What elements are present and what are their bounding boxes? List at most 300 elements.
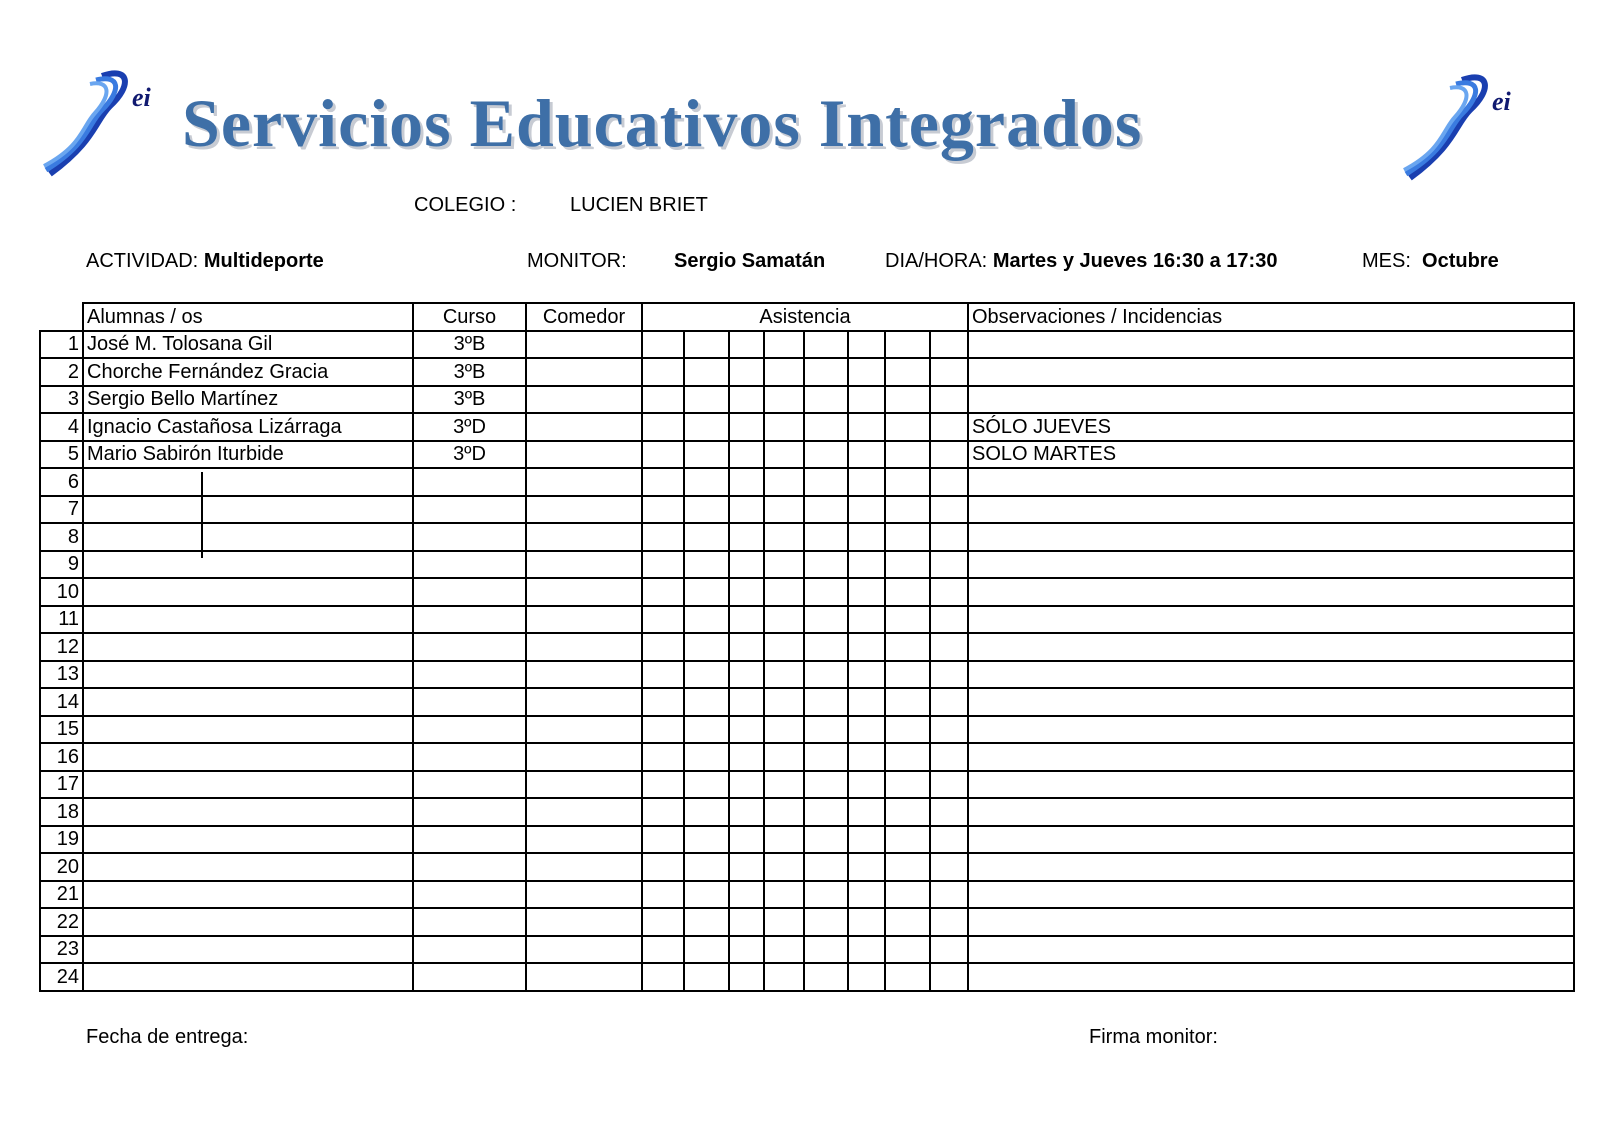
comedor-cell [526, 496, 642, 524]
table-row [40, 798, 1574, 826]
attendance-cell [684, 441, 729, 469]
observaciones-cell: SOLO MARTES [968, 441, 1574, 469]
observaciones-cell [968, 963, 1574, 991]
attendance-cell [729, 523, 764, 551]
comedor-cell [526, 578, 642, 606]
attendance-cell [642, 908, 684, 936]
attendance-cell [729, 963, 764, 991]
curso-cell [413, 496, 526, 524]
attendance-cell [930, 523, 968, 551]
attendance-cell [804, 853, 848, 881]
curso-cell [413, 936, 526, 964]
curso-cell [413, 743, 526, 771]
observaciones-cell [968, 881, 1574, 909]
attendance-cell [729, 743, 764, 771]
student-name-cell [83, 523, 413, 551]
comedor-cell [526, 908, 642, 936]
attendance-cell [764, 523, 804, 551]
observaciones-cell [968, 936, 1574, 964]
schedule-label: DIA/HORA: [885, 250, 988, 272]
attendance-cell [764, 771, 804, 799]
activity-label: ACTIVIDAD: [86, 250, 199, 272]
attendance-cell [848, 963, 885, 991]
sei-swoosh-icon [1400, 70, 1530, 190]
attendance-cell [885, 881, 930, 909]
attendance-cell [804, 578, 848, 606]
attendance-cell [642, 633, 684, 661]
attendance-table [39, 302, 1575, 992]
table-row [40, 743, 1574, 771]
comedor-cell [526, 413, 642, 441]
attendance-cell [804, 358, 848, 386]
curso-cell [413, 771, 526, 799]
attendance-cell [642, 853, 684, 881]
observaciones-cell [968, 908, 1574, 936]
curso-cell: 3ºD [413, 413, 526, 441]
attendance-cell [729, 798, 764, 826]
attendance-cell [885, 496, 930, 524]
attendance-cell [848, 908, 885, 936]
attendance-cell [684, 523, 729, 551]
table-row [40, 331, 1574, 359]
student-name-cell: Ignacio Castañosa Lizárraga [83, 413, 413, 441]
attendance-cell [885, 688, 930, 716]
attendance-cell [885, 331, 930, 359]
attendance-cell [642, 358, 684, 386]
attendance-cell [764, 716, 804, 744]
student-name-cell [83, 853, 413, 881]
attendance-cell [804, 496, 848, 524]
attendance-cell [684, 716, 729, 744]
student-name-cell [83, 633, 413, 661]
attendance-cell [684, 606, 729, 634]
curso-cell [413, 578, 526, 606]
attendance-cell [764, 936, 804, 964]
curso-cell [413, 963, 526, 991]
row-number: 20 [40, 853, 83, 881]
comedor-cell [526, 853, 642, 881]
signature-label: Firma monitor: [1089, 1026, 1218, 1048]
attendance-cell [642, 386, 684, 414]
attendance-cell [684, 908, 729, 936]
attendance-cell [729, 771, 764, 799]
table-header-row [40, 303, 1574, 331]
attendance-cell [642, 716, 684, 744]
attendance-cell [930, 661, 968, 689]
student-name-cell [83, 743, 413, 771]
row-number: 7 [40, 496, 83, 524]
attendance-cell [848, 496, 885, 524]
attendance-cell [684, 413, 729, 441]
attendance-cell [930, 743, 968, 771]
attendance-cell [930, 881, 968, 909]
attendance-cell [804, 551, 848, 579]
attendance-cell [642, 606, 684, 634]
row-number: 10 [40, 578, 83, 606]
attendance-cell [804, 661, 848, 689]
attendance-cell [642, 413, 684, 441]
row-number: 21 [40, 881, 83, 909]
attendance-cell [885, 826, 930, 854]
student-name-cell [83, 606, 413, 634]
attendance-cell [848, 853, 885, 881]
row-number: 5 [40, 441, 83, 469]
attendance-cell [764, 468, 804, 496]
observaciones-cell [968, 633, 1574, 661]
table-row [40, 633, 1574, 661]
table-row [40, 716, 1574, 744]
attendance-cell [729, 358, 764, 386]
attendance-cell [684, 963, 729, 991]
observaciones-cell [968, 743, 1574, 771]
attendance-cell [885, 936, 930, 964]
student-name-cell [83, 908, 413, 936]
monitor-label: MONITOR: [527, 250, 627, 272]
attendance-cell [804, 826, 848, 854]
attendance-cell [804, 881, 848, 909]
attendance-cell [764, 633, 804, 661]
table-row [40, 523, 1574, 551]
student-name-cell [83, 881, 413, 909]
curso-cell [413, 551, 526, 579]
table-row [40, 358, 1574, 386]
attendance-cell [804, 523, 848, 551]
attendance-cell [729, 881, 764, 909]
attendance-cell [729, 606, 764, 634]
observaciones-cell [968, 688, 1574, 716]
row-number: 17 [40, 771, 83, 799]
attendance-cell [729, 936, 764, 964]
attendance-cell [885, 908, 930, 936]
activity-value: Multideporte [203, 250, 324, 272]
table-row [40, 963, 1574, 991]
attendance-cell [642, 496, 684, 524]
row-number: 13 [40, 661, 83, 689]
attendance-cell [642, 963, 684, 991]
attendance-cell [764, 881, 804, 909]
attendance-cell [848, 798, 885, 826]
student-name-cell [83, 496, 413, 524]
attendance-cell [729, 413, 764, 441]
comedor-cell [526, 551, 642, 579]
attendance-cell [764, 798, 804, 826]
page-title: Servicios Educativos Integrados [182, 85, 1143, 161]
attendance-cell [885, 633, 930, 661]
attendance-cell [684, 578, 729, 606]
observaciones-cell [968, 523, 1574, 551]
observaciones-cell [968, 826, 1574, 854]
attendance-cell [885, 578, 930, 606]
attendance-cell [729, 688, 764, 716]
attendance-cell [930, 551, 968, 579]
attendance-cell [885, 606, 930, 634]
attendance-cell [804, 936, 848, 964]
table-row [40, 908, 1574, 936]
table-row [40, 551, 1574, 579]
attendance-cell [848, 771, 885, 799]
student-name-cell: Mario Sabirón Iturbide [83, 441, 413, 469]
attendance-cell [930, 441, 968, 469]
student-name-cell: José M. Tolosana Gil [83, 331, 413, 359]
attendance-cell [764, 963, 804, 991]
attendance-cell [848, 688, 885, 716]
curso-cell [413, 881, 526, 909]
student-name-cell [83, 551, 413, 579]
attendance-cell [804, 386, 848, 414]
comedor-cell [526, 963, 642, 991]
attendance-cell [885, 413, 930, 441]
attendance-cell [930, 633, 968, 661]
attendance-cell [804, 716, 848, 744]
attendance-cell [729, 551, 764, 579]
month-label: MES: [1362, 250, 1411, 272]
attendance-cell [930, 936, 968, 964]
observaciones-cell [968, 606, 1574, 634]
row-number: 14 [40, 688, 83, 716]
attendance-cell [729, 716, 764, 744]
curso-cell: 3ºB [413, 331, 526, 359]
attendance-cell [764, 743, 804, 771]
column-header-asistencia: Asistencia [642, 303, 968, 331]
attendance-cell [885, 468, 930, 496]
sei-logo-left [40, 66, 170, 186]
logo-ei-text: ei [132, 83, 151, 112]
curso-cell [413, 688, 526, 716]
row-number: 3 [40, 386, 83, 414]
row-number: 8 [40, 523, 83, 551]
table-row [40, 826, 1574, 854]
sei-swoosh-icon [40, 66, 170, 186]
attendance-cell [684, 496, 729, 524]
attendance-cell [764, 386, 804, 414]
curso-cell [413, 606, 526, 634]
attendance-cell [729, 853, 764, 881]
row-number: 24 [40, 963, 83, 991]
attendance-cell [764, 661, 804, 689]
attendance-cell [642, 771, 684, 799]
row-number: 19 [40, 826, 83, 854]
curso-cell [413, 468, 526, 496]
student-name-cell [83, 798, 413, 826]
attendance-cell [930, 496, 968, 524]
attendance-cell [684, 633, 729, 661]
attendance-cell [642, 826, 684, 854]
attendance-cell [764, 606, 804, 634]
attendance-cell [885, 386, 930, 414]
attendance-cell [764, 441, 804, 469]
table-row [40, 688, 1574, 716]
attendance-cell [848, 413, 885, 441]
attendance-cell [684, 798, 729, 826]
attendance-cell [804, 413, 848, 441]
attendance-cell [848, 331, 885, 359]
student-name-cell [83, 716, 413, 744]
attendance-cell [848, 661, 885, 689]
attendance-cell [930, 358, 968, 386]
student-name-cell [83, 688, 413, 716]
student-name-cell [83, 661, 413, 689]
observaciones-cell [968, 853, 1574, 881]
attendance-cell [885, 798, 930, 826]
attendance-cell [684, 936, 729, 964]
attendance-cell [885, 963, 930, 991]
curso-cell [413, 798, 526, 826]
attendance-cell [930, 798, 968, 826]
attendance-cell [848, 468, 885, 496]
observaciones-cell [968, 468, 1574, 496]
student-name-cell [83, 468, 413, 496]
attendance-cell [764, 331, 804, 359]
attendance-cell [885, 853, 930, 881]
attendance-cell [729, 468, 764, 496]
observaciones-cell [968, 386, 1574, 414]
attendance-cell [885, 358, 930, 386]
observaciones-cell [968, 551, 1574, 579]
attendance-cell [684, 771, 729, 799]
student-name-cell: Chorche Fernández Gracia [83, 358, 413, 386]
attendance-cell [729, 386, 764, 414]
row-number: 4 [40, 413, 83, 441]
attendance-cell [804, 606, 848, 634]
row-number: 15 [40, 716, 83, 744]
attendance-cell [804, 441, 848, 469]
curso-cell [413, 633, 526, 661]
attendance-cell [764, 496, 804, 524]
attendance-cell [642, 936, 684, 964]
attendance-cell [848, 716, 885, 744]
attendance-cell [642, 688, 684, 716]
attendance-cell [848, 606, 885, 634]
attendance-cell [764, 551, 804, 579]
observaciones-cell [968, 771, 1574, 799]
comedor-cell [526, 716, 642, 744]
attendance-cell [764, 908, 804, 936]
table-row [40, 578, 1574, 606]
comedor-cell [526, 358, 642, 386]
attendance-cell [804, 633, 848, 661]
attendance-cell [684, 551, 729, 579]
attendance-cell [729, 826, 764, 854]
observaciones-cell [968, 496, 1574, 524]
comedor-cell [526, 826, 642, 854]
row-number: 23 [40, 936, 83, 964]
school-label: COLEGIO : [414, 194, 517, 216]
row-number: 18 [40, 798, 83, 826]
curso-cell [413, 523, 526, 551]
attendance-cell [684, 743, 729, 771]
attendance-cell [764, 853, 804, 881]
attendance-cell [930, 331, 968, 359]
row-number: 11 [40, 606, 83, 634]
attendance-cell [804, 688, 848, 716]
attendance-cell [729, 441, 764, 469]
attendance-cell [848, 936, 885, 964]
attendance-cell [684, 881, 729, 909]
attendance-cell [642, 331, 684, 359]
attendance-cell [930, 963, 968, 991]
attendance-cell [729, 661, 764, 689]
column-header-observaciones: Observaciones / Incidencias [968, 303, 1574, 331]
attendance-cell [729, 331, 764, 359]
attendance-cell [848, 358, 885, 386]
attendance-cell [642, 441, 684, 469]
comedor-cell [526, 523, 642, 551]
table-row [40, 771, 1574, 799]
row-number: 1 [40, 331, 83, 359]
attendance-cell [642, 661, 684, 689]
column-header-curso: Curso [413, 303, 526, 331]
attendance-cell [930, 771, 968, 799]
attendance-cell [684, 853, 729, 881]
student-name-cell [83, 826, 413, 854]
observaciones-cell [968, 578, 1574, 606]
curso-cell [413, 908, 526, 936]
comedor-cell [526, 661, 642, 689]
comedor-cell [526, 743, 642, 771]
activity-field [86, 250, 324, 273]
column-header-name: Alumnas / os [83, 303, 413, 331]
monitor-value: Sergio Samatán [674, 250, 826, 272]
table-row [40, 496, 1574, 524]
attendance-cell [642, 881, 684, 909]
curso-cell [413, 716, 526, 744]
attendance-cell [930, 716, 968, 744]
row-number: 16 [40, 743, 83, 771]
attendance-cell [729, 633, 764, 661]
observaciones-cell [968, 661, 1574, 689]
curso-cell [413, 826, 526, 854]
comedor-cell [526, 881, 642, 909]
attendance-cell [642, 743, 684, 771]
schedule-field [885, 250, 1277, 273]
curso-cell [413, 853, 526, 881]
student-name-cell: Sergio Bello Martínez [83, 386, 413, 414]
table-row [40, 441, 1574, 469]
table-row [40, 853, 1574, 881]
row-number: 2 [40, 358, 83, 386]
attendance-cell [885, 441, 930, 469]
comedor-cell [526, 441, 642, 469]
curso-cell: 3ºB [413, 358, 526, 386]
attendance-cell [930, 908, 968, 936]
curso-cell: 3ºB [413, 386, 526, 414]
attendance-cell [804, 771, 848, 799]
school-value: LUCIEN BRIET [570, 194, 708, 216]
row-number: 22 [40, 908, 83, 936]
attendance-cell [930, 853, 968, 881]
attendance-cell [684, 358, 729, 386]
comedor-cell [526, 771, 642, 799]
observaciones-cell [968, 716, 1574, 744]
month-value: Octubre [1422, 250, 1499, 272]
attendance-cell [729, 578, 764, 606]
curso-cell: 3ºD [413, 441, 526, 469]
attendance-cell [930, 413, 968, 441]
attendance-cell [848, 633, 885, 661]
attendance-cell [848, 441, 885, 469]
logo-ei-text: ei [1492, 87, 1511, 116]
row-number: 12 [40, 633, 83, 661]
attendance-cell [764, 688, 804, 716]
observaciones-cell [968, 358, 1574, 386]
observaciones-cell [968, 798, 1574, 826]
name-subdivider [201, 472, 203, 558]
comedor-cell [526, 606, 642, 634]
attendance-cell [642, 468, 684, 496]
attendance-cell [764, 826, 804, 854]
attendance-cell [885, 551, 930, 579]
attendance-cell [848, 386, 885, 414]
